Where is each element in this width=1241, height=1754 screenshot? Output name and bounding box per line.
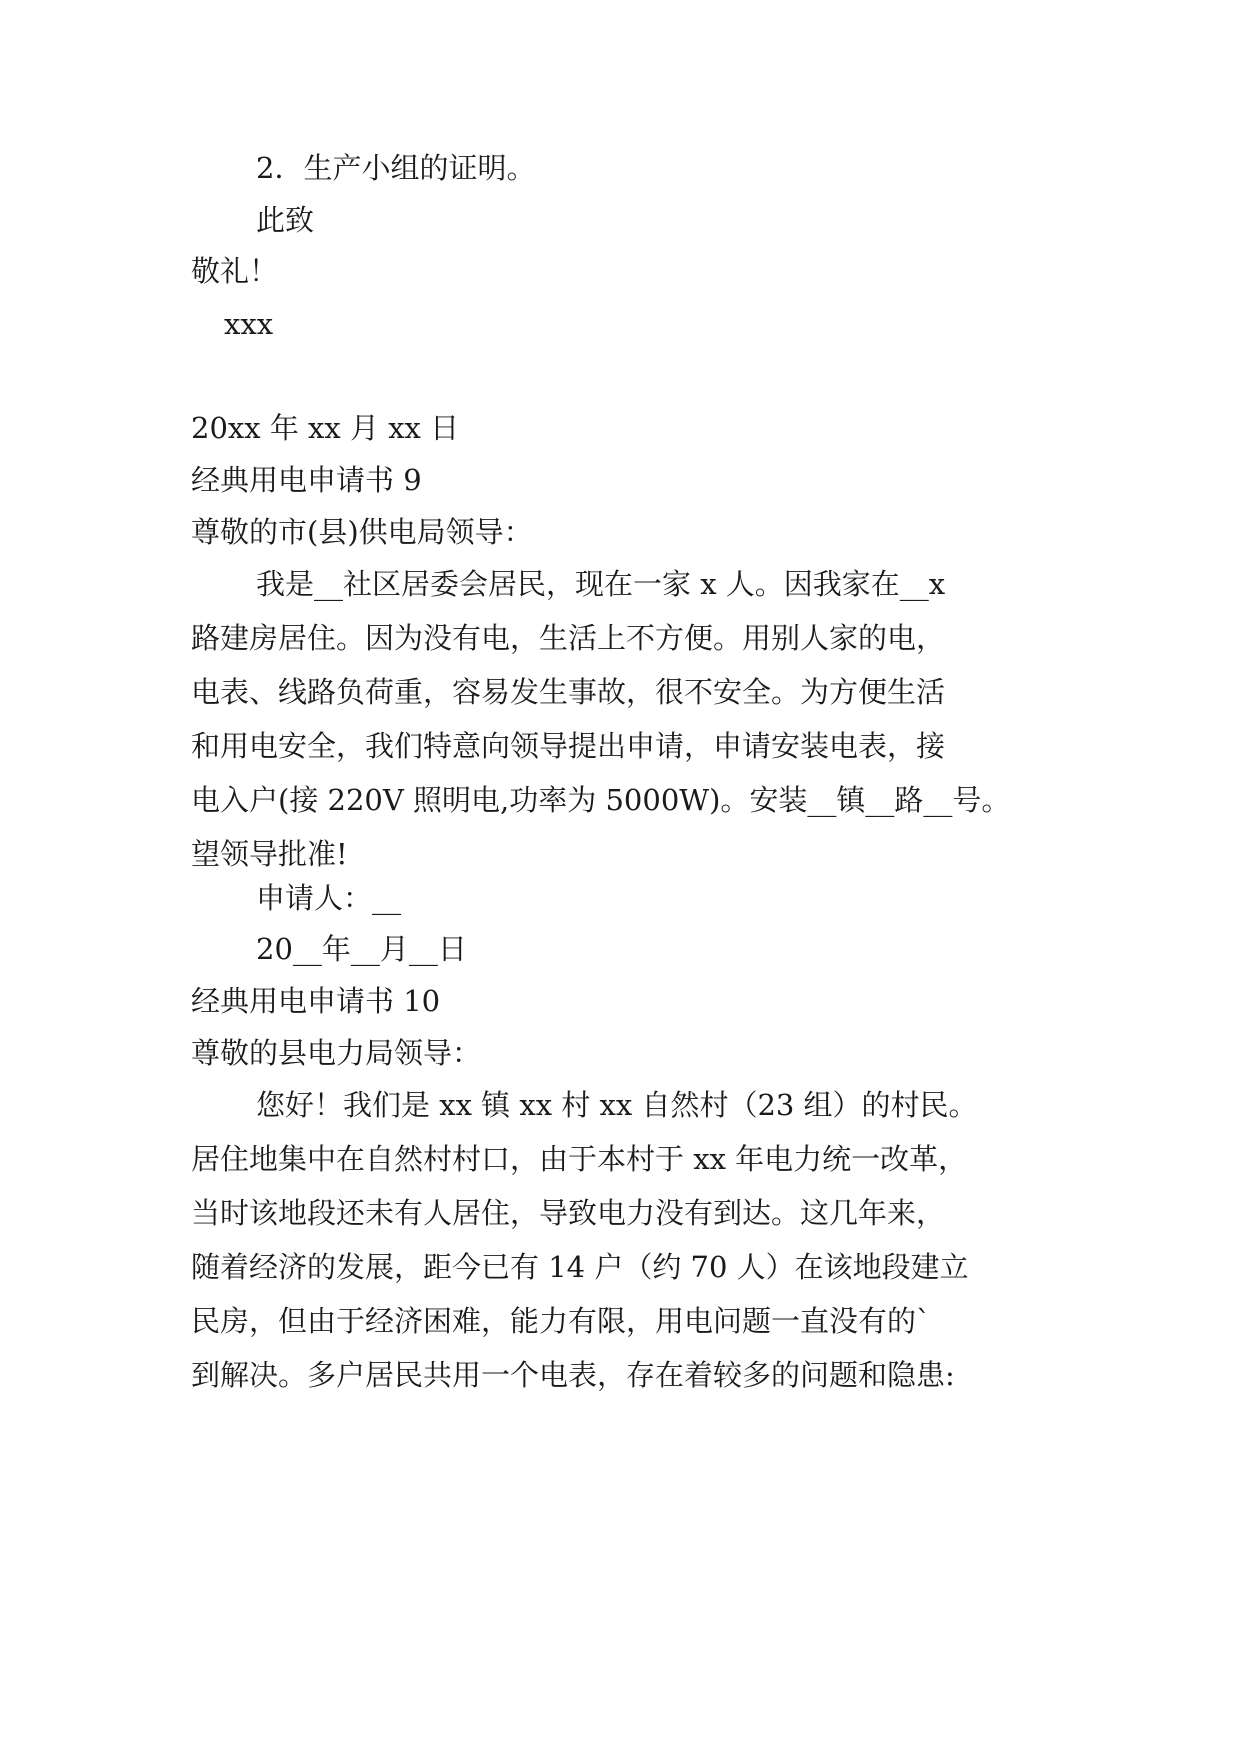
closing-cizhi: 此致 [256,203,315,237]
body-9-line-1: 我是__社区居委会居民，现在一家 x 人。因我家在__x [256,567,946,601]
closing-jingli: 敬礼！ [191,254,279,288]
body-9-line-4: 和用电安全，我们特意向领导提出申请，申请安装电表，接 [191,729,946,763]
body-10-line-4: 随着经济的发展，距今已有 14 户（约 70 人）在该地段建立 [191,1250,969,1284]
applicant-line: 申请人：__ [256,881,402,915]
section-title-9: 经典用电申请书 9 [191,463,422,497]
body-10-line-5: 民房，但由于经济困难，能力有限，用电问题一直没有的` [191,1304,931,1338]
body-10-line-6: 到解决。多户居民共用一个电表，存在着较多的问题和隐患: [191,1358,955,1392]
body-10-line-1: 您好！我们是 xx 镇 xx 村 xx 自然村（23 组）的村民。 [256,1088,978,1122]
signature-name: xxx [224,307,274,341]
section-title-10: 经典用电申请书 10 [191,984,441,1018]
body-10-line-3: 当时该地段还未有人居住，导致电力没有到达。这几年来， [191,1196,946,1230]
salutation-10: 尊敬的县电力局领导： [191,1036,482,1070]
body-9-line-5: 电入户(接 220V 照明电,功率为 5000W)。安装__镇__路__号。 [191,783,1011,817]
letter-date: 20xx 年 xx 月 xx 日 [191,411,460,445]
body-9-line-2: 路建房居住。因为没有电，生活上不方便。用别人家的电， [191,621,946,655]
body-9-line-3: 电表、线路负荷重，容易发生事故，很不安全。为方便生活 [191,675,946,709]
attachment-item-2: 2．生产小组的证明。 [256,151,536,185]
salutation-9: 尊敬的市(县)供电局领导： [191,515,533,549]
body-9-line-6: 望领导批准! [191,837,348,871]
body-10-line-2: 居住地集中在自然村村口，由于本村于 xx 年电力统一改革， [191,1142,968,1176]
application-date: 20__年__月__日 [256,932,467,966]
